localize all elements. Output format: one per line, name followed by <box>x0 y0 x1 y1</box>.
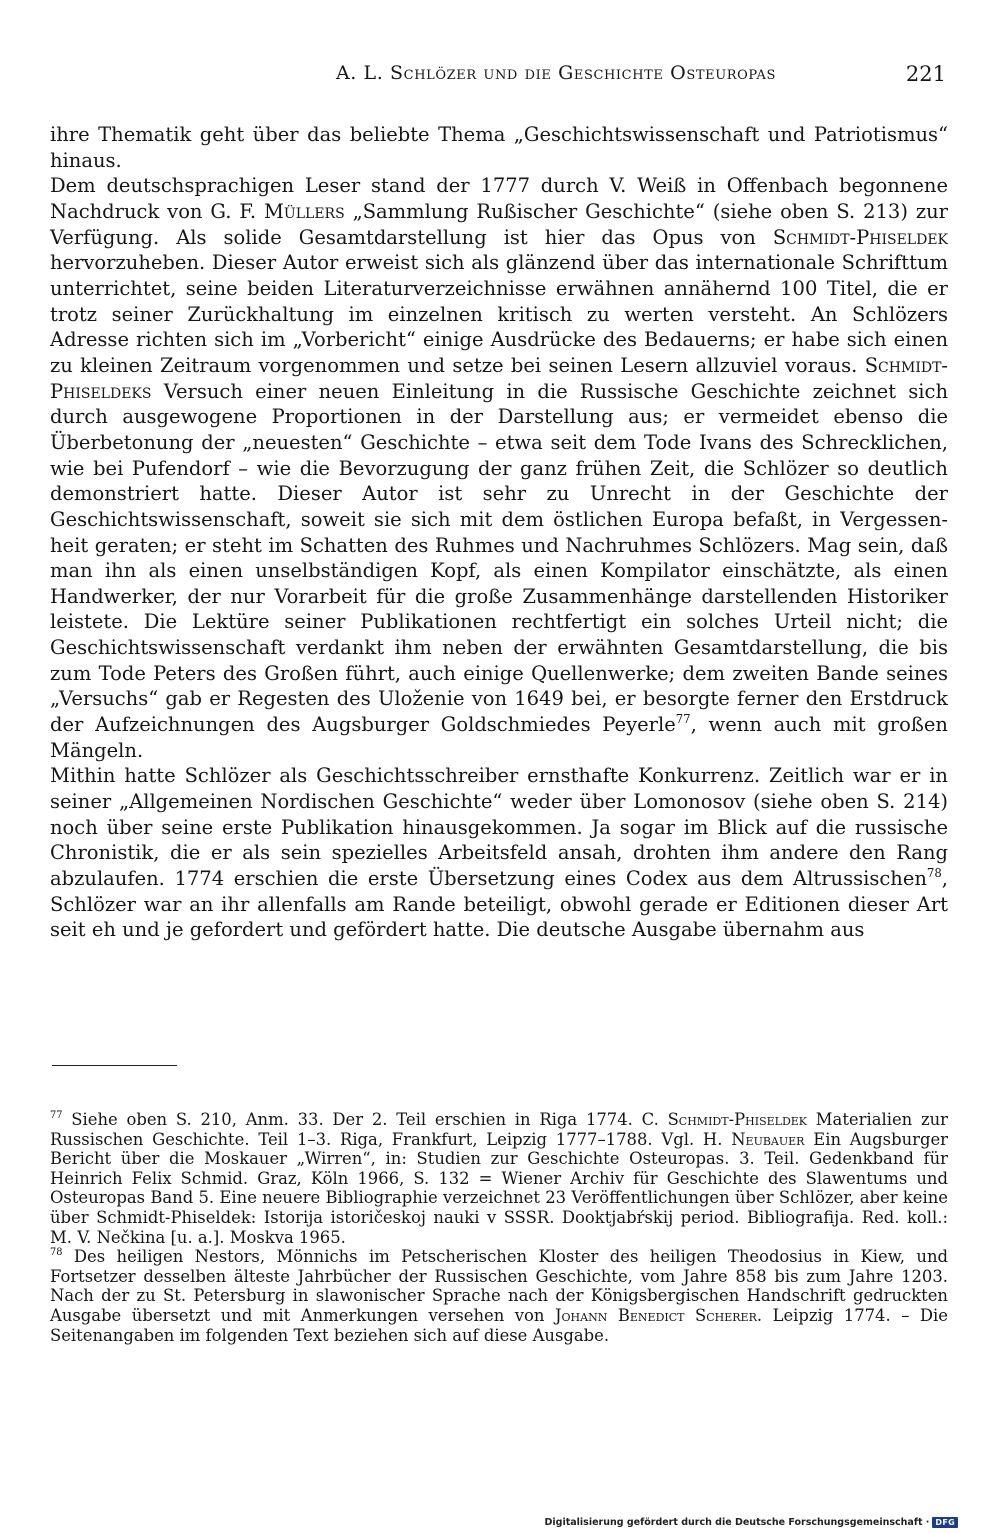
author-name: Schmidt-Phiseldek <box>667 1110 808 1129</box>
paragraph-2-text: hervorzuheben. Dieser Autor erweist sich als glänzend über das internationale Schrifttum unterrichtet, seine beiden Literaturverzeichnisse erwähnen annähernd 100 Titel, die er trotz seiner Zurückhaltung im einzelnen kritisch zu werten versteht. An Schlözers Adresse richten sich im „Vorbericht“ einige Ausdrücke des Bedauerns; er habe sich einen zu kleinen Zeitraum vorgenommen und setze bei seinen Lesern allzuviel voraus. <box>50 251 948 377</box>
paragraph-2-text: Dem deutschsprachigen Leser stand der 1777 durch V. Weiß in Offenbach begonnene Nachdruck von G. F. <box>50 174 948 223</box>
running-head-title: A. L. Schlözer und die Geschichte Osteuropas <box>335 62 777 84</box>
footnote-number: 77 <box>50 1110 63 1122</box>
footnote-text: Ein Augsburger Bericht über die Moskauer „Wirren“, in: Studien zur Geschichte Osteuropas. 3. Teil. Gedenkband für Heinrich Felix Schmid. Graz, Köln 1966, S. 132 = Wiener Archiv für Geschichte des Slawentums und Osteuropas Band 5. Eine neuere Bibliographie verzeichnet 23 Veröffentlichungen über Schlözer, aber keine über Schmidt-Phiseldek: Istorija istoričeskoj nauki v SSSR. Dooktjabŕskij period. Bibliografija. Red. koll.: M. V. Nečkina [u. a.]. Moskva 1965. <box>50 1129 948 1247</box>
footnote-77 <box>50 1110 948 1247</box>
paragraph-2-text: „Sammlung Rußischer Geschichte“ (siehe oben S. 213) zur Verfügung. Als solide Gesamtdarstellung ist hier das Opus von <box>50 199 948 249</box>
dfg-logo-icon: DFG <box>932 1517 958 1528</box>
footnote-text: Des heiligen Nestors, Mönnichs im Petscherischen Kloster des heiligen Theodosius in Kiew, und Fortsetzer desselben älteste Jahrbücher der Russischen Geschichte, vom Jahre 858 bis zum Jahre 1203. Nach der zu St. Petersburg in slawonischer Sprache nach der Königsbergischen Handschrift gedruckten Ausgabe übersetzt und mit Anmerkungen versehen von <box>50 1247 948 1325</box>
footnote-78 <box>50 1247 948 1345</box>
footnote-divider <box>52 1065 177 1066</box>
author-name: Neubauer <box>731 1129 805 1149</box>
paragraph-3-text: Mithin hatte Schlözer als Geschichtsschreiber ernsthafte Konkurrenz. Zeitlich war er in seiner „Allgemeinen Nordischen Geschichte“ weder über Lomonosov (siehe oben S. 214) noch über seine erste Publikation hinausgekommen. Ja sogar im Blick auf die russische Chronistik, die er als sein spezielles Arbeitsfeld ansah, drohten ihm andere den Rang abzulaufen. 1774 erschien die erste Übersetzung eines Codex aus dem Altrussischen <box>50 764 948 891</box>
footnote-number: 78 <box>50 1247 63 1259</box>
paragraph-3 <box>50 763 948 943</box>
footnote-text: Materialien zur Russischen Geschichte. Teil 1–3. Riga, Frankfurt, Leipzig 1777–1788. Vgl. H. <box>50 1110 948 1149</box>
author-name: Johann Benedict Scherer <box>554 1305 757 1325</box>
footnote-text: . Leipzig 1774. – Die Seitenangaben im folgenden Text beziehen sich auf diese Ausgabe. <box>50 1305 948 1345</box>
paragraph-2-text: , wenn auch mit großen Mängeln. <box>50 713 948 762</box>
footnote-ref-78[interactable]: 78 <box>926 865 942 880</box>
author-name: Schmidt-Phiseldeks <box>50 353 948 403</box>
paragraph-1 <box>50 122 948 173</box>
footnote-text: Siehe oben S. 210, Anm. 33. Der 2. Teil erschien in Riga 1774. C. <box>62 1110 668 1129</box>
digitization-notice-text: Digitalisierung gefördert durch die Deutsche Forschungsgemeinschaft · <box>544 1516 930 1528</box>
body-text <box>50 122 948 943</box>
digitization-notice <box>545 1513 958 1531</box>
author-name: Schmidt-Phiseldek <box>772 225 948 249</box>
paragraph-1-text: ihre Thematik geht über das beliebte Thema „Geschichtswissenschaft und Patriotismus“ hinaus. <box>50 123 948 172</box>
author-name: Müllers <box>263 199 345 223</box>
footnotes <box>50 1110 948 1345</box>
page-number: 221 <box>905 62 946 86</box>
paragraph-2-text: Versuch einer neuen Einleitung in die Russische Geschichte zeichnet sich durch ausgewogene Proportionen in der Darstellung aus; er vermeidet ebenso die Überbetonung der „neuesten“ Geschichte – etwa seit dem Tode Ivans des Schrecklichen, wie bei Pufendorf – wie die Bevorzugung der ganz frühen Zeit, die Schlözer so deutlich demonstriert hatte. Dieser Autor ist sehr zu Unrecht in der Geschichte der Geschichtswissenschaft, soweit sie sich mit dem östlichen Europa befaßt, in Vergessenheit geraten; er steht im Schatten des Ruhmes und Nachruhmes Schlözers. Mag sein, daß man ihn als einen unselbständigen Kopf, als einen Kompilator einschätzte, als einen Handwerker, der nur Vorarbeit für die große Zusammenhänge darstellenden Historiker leistete. Die Lektüre seiner Publikationen rechtfertigt ein solches Urteil nicht; die Geschichtswissenschaft verdankt ihm neben der erwähnten Gesamtdarstellung, die bis zum Tode Peters des Großen führt, auch einige Quellenwerke; dem zweiten Bande seines „Versuchs“ gab er Regesten des Uloženie von 1649 bei, er besorgte ferner den Erstdruck der Aufzeichnungen des Augsburger Goldschmiedes Peyerle <box>50 379 948 737</box>
paragraph-3-text: , Schlözer war an ihr allenfalls am Rande beteiligt, obwohl gerade er Editionen dieser Art seit eh und je gefordert und gefördert hatte. Die deutsche Ausgabe übernahm aus <box>50 867 948 942</box>
paragraph-2 <box>50 173 948 763</box>
running-head <box>52 62 950 96</box>
footnote-ref-77[interactable]: 77 <box>675 711 691 726</box>
